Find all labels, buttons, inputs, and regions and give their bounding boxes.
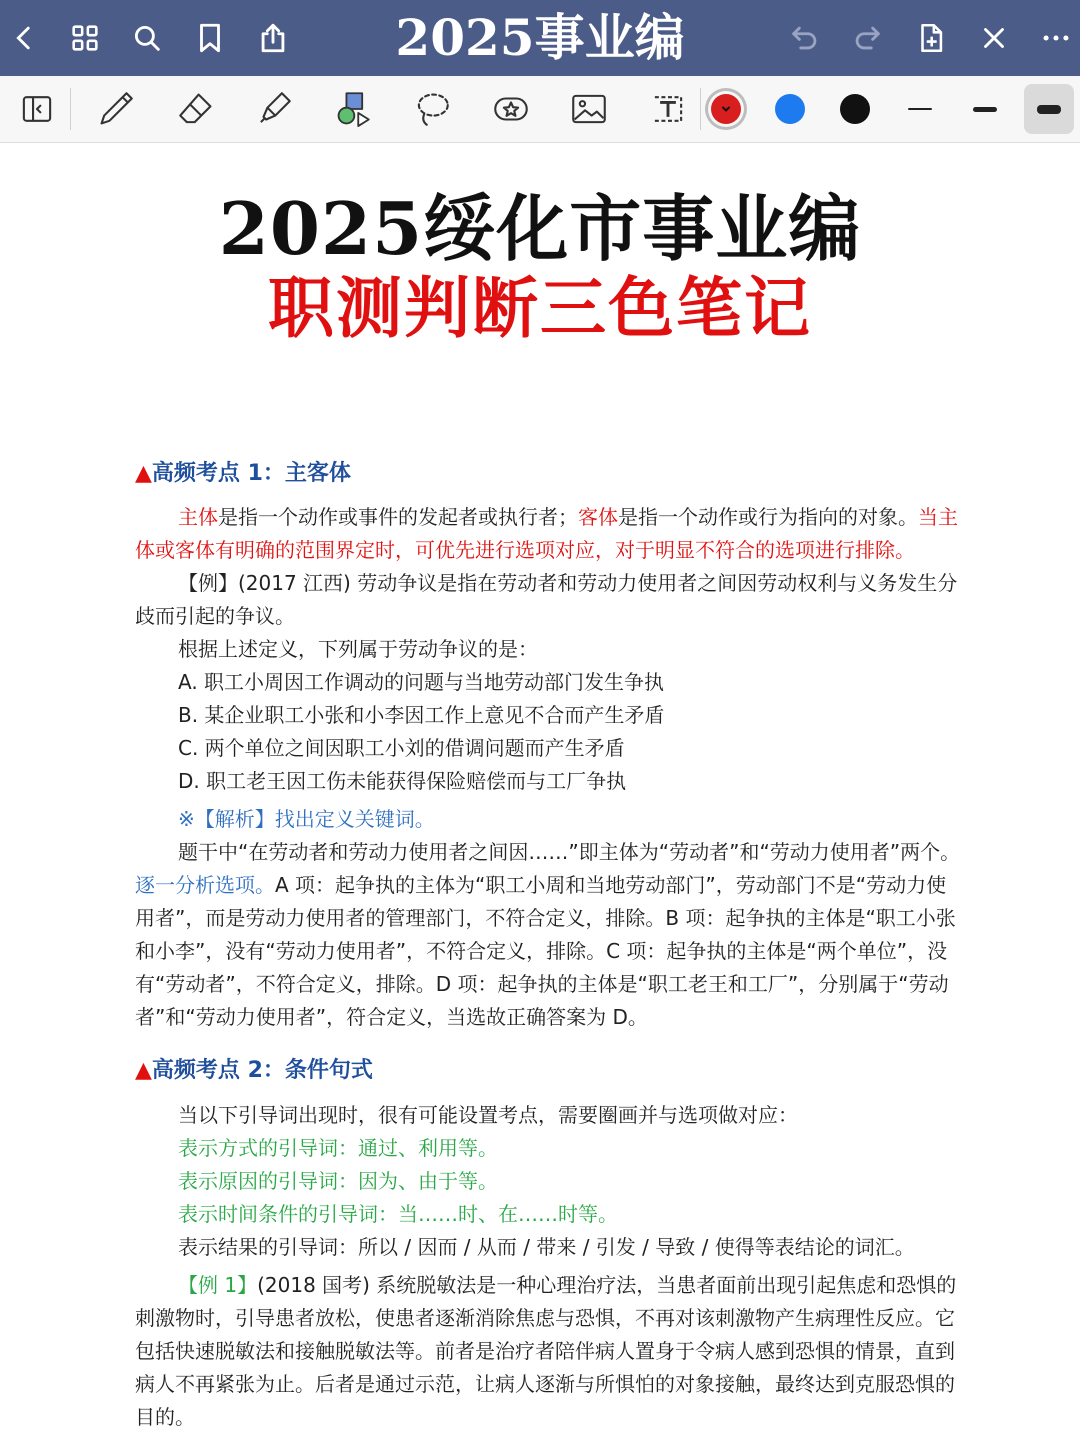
- triangle-marker-icon: ▲: [135, 461, 152, 486]
- color-swatch-red[interactable]: [711, 94, 741, 124]
- shapes-icon[interactable]: [328, 84, 378, 134]
- option-d: D. 职工老王因工伤未能获得保险赔偿而与工厂争执: [178, 769, 627, 793]
- undo-icon[interactable]: [781, 14, 829, 62]
- triangle-marker-icon: ▲: [135, 1058, 152, 1083]
- analysis-paragraph: [135, 836, 961, 1034]
- section1-heading: [135, 459, 351, 489]
- share-icon[interactable]: [249, 14, 297, 62]
- color-swatch-blue[interactable]: [775, 94, 805, 124]
- analysis-label-2: 逐一分析选项。: [135, 873, 275, 897]
- toolbar-divider: [70, 88, 71, 130]
- image-icon[interactable]: [564, 84, 614, 134]
- document-page: [0, 143, 1080, 1440]
- section2-heading-text: 高频考点 2：条件句式: [151, 1058, 373, 1083]
- more-icon[interactable]: [1032, 14, 1080, 62]
- eraser-icon[interactable]: [171, 84, 221, 134]
- example1-text: (2018 国考) 系统脱敏法是一种心理治疗法，当患者面前出现引起焦虑和恐惧的刺激物时，引导患者放松，使患者逐渐消除焦虑与恐惧，不再对该刺激物产生病理性反应。它包括快速脱敏法和接触脱敏法等。前者是治疗者陪伴病人置身于令病人感到恐惧的情景，直到病人不再紧张为止。后者是通过示范，让病人逐渐与所惧怕的对象接触，最终达到克服恐惧的目的。: [135, 1273, 957, 1429]
- term-object-definition: 是指一个动作或行为指向的对象。: [618, 505, 918, 529]
- example1-paragraph: [135, 1269, 961, 1434]
- stroke-thin-button[interactable]: [895, 84, 945, 134]
- sidebar-toggle-icon[interactable]: [12, 84, 62, 134]
- guide-method: 表示方式的引导词：通过、利用等。: [178, 1136, 498, 1160]
- redo-icon[interactable]: [843, 14, 891, 62]
- guide-reason: 表示原因的引导词：因为、由于等。: [178, 1169, 498, 1193]
- title-bar: [0, 0, 1080, 76]
- back-icon[interactable]: [0, 14, 48, 62]
- drawing-toolbar: [0, 76, 1080, 143]
- grid-icon[interactable]: [61, 14, 109, 62]
- add-page-icon[interactable]: [907, 14, 955, 62]
- option-c: C. 两个单位之间因职工小刘的借调问题而产生矛盾: [178, 736, 625, 760]
- example-paragraph: 【例】(2017 江西) 劳动争议是指在劳动者和劳动力使用者之间因劳动权利与义务发生分歧而引起的争议。: [135, 571, 958, 628]
- doc-title-line2: 职测判断三色笔记: [268, 269, 812, 347]
- lasso-icon[interactable]: [407, 84, 457, 134]
- option-a: A. 职工小周因工作调动的问题与当地劳动部门发生争执: [178, 670, 665, 694]
- document-title: 2025事业编: [395, 8, 685, 67]
- option-b: B. 某企业职工小张和小李因工作上意见不合而产生矛盾: [178, 703, 665, 727]
- doc-title-line1: 2025绥化市事业编: [218, 186, 862, 271]
- example1-label: 【例 1】: [178, 1273, 258, 1297]
- analysis-label: ※【解析】找出定义关键词。: [178, 807, 435, 831]
- section1-heading-text: 高频考点 1：主客体: [151, 461, 351, 486]
- stroke-medium-button[interactable]: [960, 84, 1010, 134]
- bookmark-icon[interactable]: [186, 14, 234, 62]
- guide-intro: 当以下引导词出现时，很有可能设置考点，需要圈画并与选项做对应：: [178, 1103, 798, 1127]
- chevron-down-icon: [720, 103, 732, 115]
- search-icon[interactable]: [123, 14, 171, 62]
- text-icon[interactable]: [643, 84, 693, 134]
- term-subject-definition: 是指一个动作或事件的发起者或执行者；: [218, 505, 578, 529]
- definition-paragraph: [135, 501, 961, 567]
- stroke-thick-button[interactable]: [1024, 84, 1074, 134]
- term-object: 客体: [578, 505, 618, 529]
- section2-heading: [135, 1056, 373, 1086]
- question-text: 根据上述定义，下列属于劳动争议的是：: [178, 637, 538, 661]
- sticker-icon[interactable]: [486, 84, 536, 134]
- highlighter-icon[interactable]: [249, 84, 299, 134]
- close-icon[interactable]: [970, 14, 1018, 62]
- toolbar-divider: [700, 88, 701, 130]
- term-subject: 主体: [178, 505, 218, 529]
- analysis-text-1: 题干中“在劳动者和劳动力使用者之间因……”即主体为“劳动者”和“劳动力使用者”两个。: [178, 840, 961, 864]
- analysis-text-2: A 项：起争执的主体为“职工小周和当地劳动部门”，劳动部门不是“劳动力使用者”，而是劳动力使用者的管理部门，不符合定义，排除。B 项：起争执的主体是“职工小张和小李”，没有“劳动力使用者”，不符合定义，排除。C 项：起争执的主体是“两个单位”，没有“劳动者”，不符合定义，排除。D 项：起争执的主体是“职工老王和工厂”，分别属于“劳动者”和“劳动力使用者”，符合定义，当选故正确答案为 D。: [135, 873, 956, 1029]
- guide-time: 表示时间条件的引导词：当……时、在……时等。: [178, 1202, 618, 1226]
- definition-rule: 当主体或客体有明确的范围界定时，可优先进行选项对应，对于明显不符合的选项进行排除。: [135, 505, 958, 562]
- color-swatch-black[interactable]: [840, 94, 870, 124]
- pen-icon[interactable]: [91, 84, 141, 134]
- guide-result: 表示结果的引导词：所以 / 因而 / 从而 / 带来 / 引发 / 导致 / 使得等表结论的词汇。: [178, 1235, 915, 1259]
